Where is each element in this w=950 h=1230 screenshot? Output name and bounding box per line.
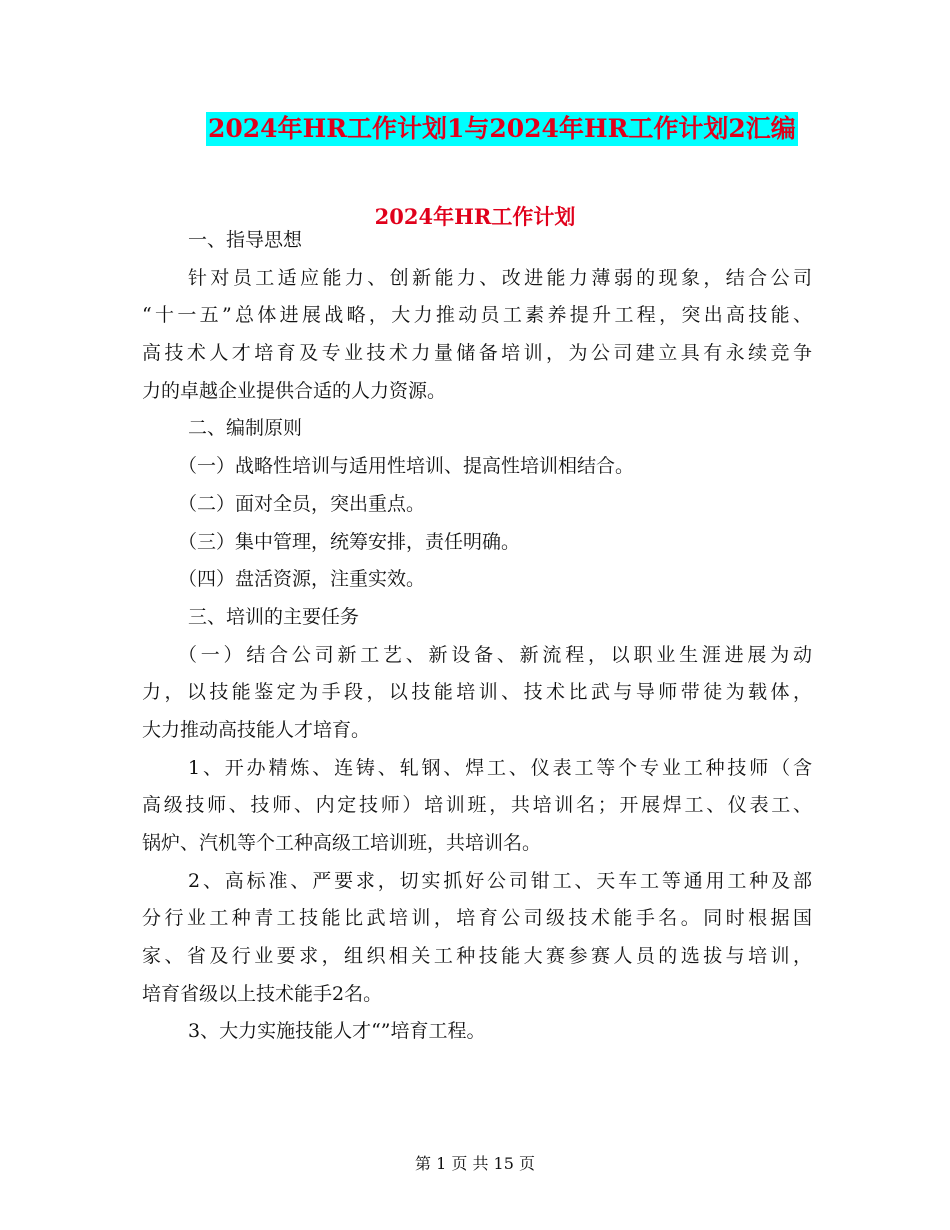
paragraph-line: 分行业工种青工技能比武培训，培育公司级技术能手名。同时根据国 bbox=[142, 907, 812, 930]
paragraph-line: 大力推动高技能人才培育。 bbox=[142, 718, 371, 741]
paragraph-line: 高技术人才培育及专业技术力量储备培训，为公司建立具有永续竞争 bbox=[142, 342, 812, 365]
section-heading-main-tasks: 三、培训的主要任务 bbox=[188, 605, 360, 628]
page-footer: 第 1 页 共 15 页 bbox=[415, 1154, 535, 1173]
paragraph-line: 1、开办精炼、连铸、轧钢、焊工、仪表工等个专业工种技师（含 bbox=[188, 756, 812, 779]
list-item: （一）战略性培训与适用性培训、提高性培训相结合。 bbox=[178, 455, 635, 478]
paragraph-line: 锅炉、汽机等个工种高级工培训班，共培训名。 bbox=[142, 832, 542, 854]
paragraph-line: “十一五”总体进展战略，大力推动员工素养提升工程，突出高技能、 bbox=[142, 304, 812, 327]
paragraph-line: 针对员工适应能力、创新能力、改进能力薄弱的现象，结合公司 bbox=[188, 266, 812, 289]
section-heading-guiding-thought: 一、指导思想 bbox=[188, 229, 303, 251]
paragraph-line: （一）结合公司新工艺、新设备、新流程，以职业生涯进展为动 bbox=[178, 643, 812, 666]
list-item: （二）面对全员，突出重点。 bbox=[178, 492, 426, 515]
list-item: （四）盘活资源，注重实效。 bbox=[178, 568, 426, 591]
paragraph-line: 3、大力实施技能人才“”培育工程。 bbox=[188, 1020, 486, 1043]
document-sub-title: 2024年HR工作计划 bbox=[374, 204, 576, 229]
paragraph-line: 力，以技能鉴定为手段，以技能培训、技术比武与导师带徒为载体， bbox=[142, 681, 812, 704]
list-item: （三）集中管理，统筹安排，责任明确。 bbox=[178, 530, 521, 553]
paragraph-line: 高级技师、技师、内定技师）培训班，共培训名；开展焊工、仪表工、 bbox=[142, 794, 812, 817]
paragraph-line: 2、高标准、严要求，切实抓好公司钳工、天车工等通用工种及部 bbox=[188, 869, 812, 892]
document-main-title: 2024年HR工作计划1与2024年HR工作计划2汇编 bbox=[206, 112, 798, 146]
paragraph-line: 力的卓越企业提供合适的人力资源。 bbox=[142, 379, 447, 402]
paragraph-line: 家、省及行业要求，组织相关工种技能大赛参赛人员的选拔与培训， bbox=[142, 945, 812, 968]
document-body bbox=[142, 222, 812, 1051]
section-heading-principles: 二、编制原则 bbox=[188, 417, 303, 440]
paragraph-line: 培育省级以上技术能手2名。 bbox=[142, 982, 383, 1005]
